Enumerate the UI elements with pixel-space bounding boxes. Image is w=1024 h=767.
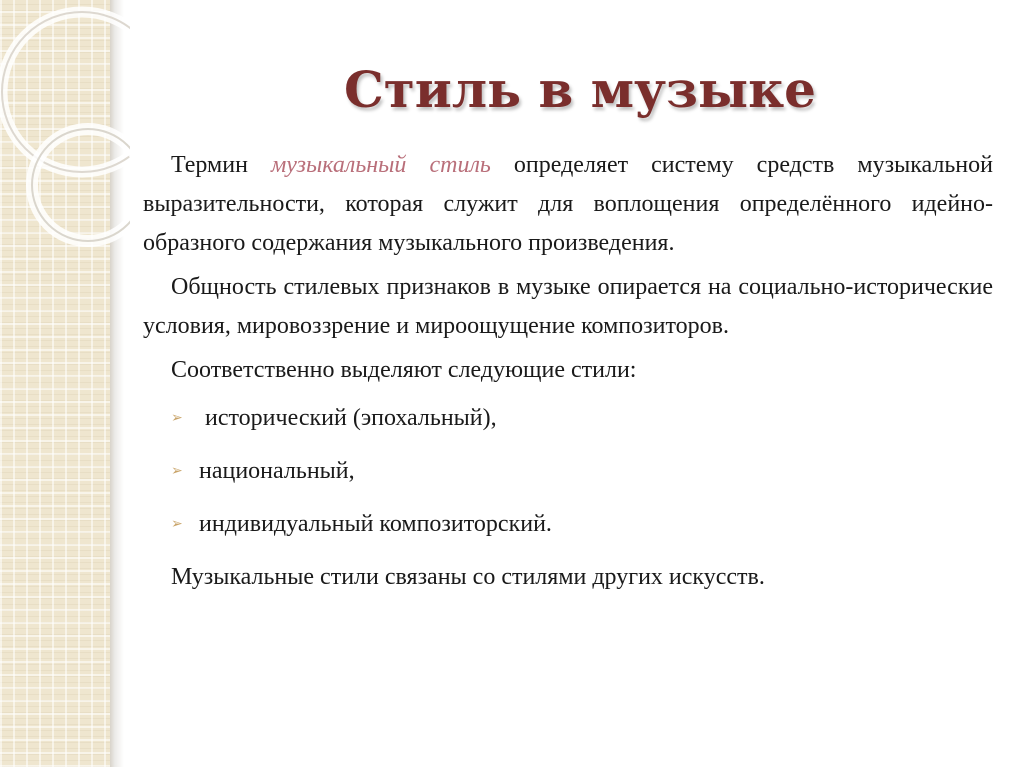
arrow-bullet-icon: ➢ xyxy=(171,516,183,532)
styles-intro: Соответственно выделяют следующие стили: xyxy=(171,357,637,383)
paragraph-definition-end: определяет систему средств музыкальной выразительности, которая служит для воплощения определённого идейно-образного содержания музыкального произведения. xyxy=(143,152,993,256)
closing-statement: Музыкальные стили связаны со стилями других искусств. xyxy=(171,564,765,590)
decorative-rings xyxy=(0,0,130,260)
list-item-text: национальный, xyxy=(199,458,355,484)
list-item-text: индивидуальный композиторский. xyxy=(199,511,552,537)
styles-list xyxy=(171,399,993,547)
highlighted-term: музыкальный стиль xyxy=(270,152,491,178)
arrow-bullet-icon: ➢ xyxy=(171,463,183,479)
slide-title: Стиль в музыке xyxy=(344,60,816,119)
list-item xyxy=(171,505,993,547)
paragraph-commonality: Общность стилевых признаков в музыке опирается на социально-исторические условия, мировоззрение и мироощущение композиторов. xyxy=(143,274,993,339)
list-item xyxy=(171,399,993,441)
list-item-text: исторический (эпохальный), xyxy=(205,405,497,431)
slide-content xyxy=(143,146,993,597)
paragraph-definition xyxy=(143,146,993,263)
paragraph-definition-start: Термин xyxy=(171,152,271,178)
arrow-bullet-icon: ➢ xyxy=(171,410,183,426)
list-item xyxy=(171,452,993,494)
